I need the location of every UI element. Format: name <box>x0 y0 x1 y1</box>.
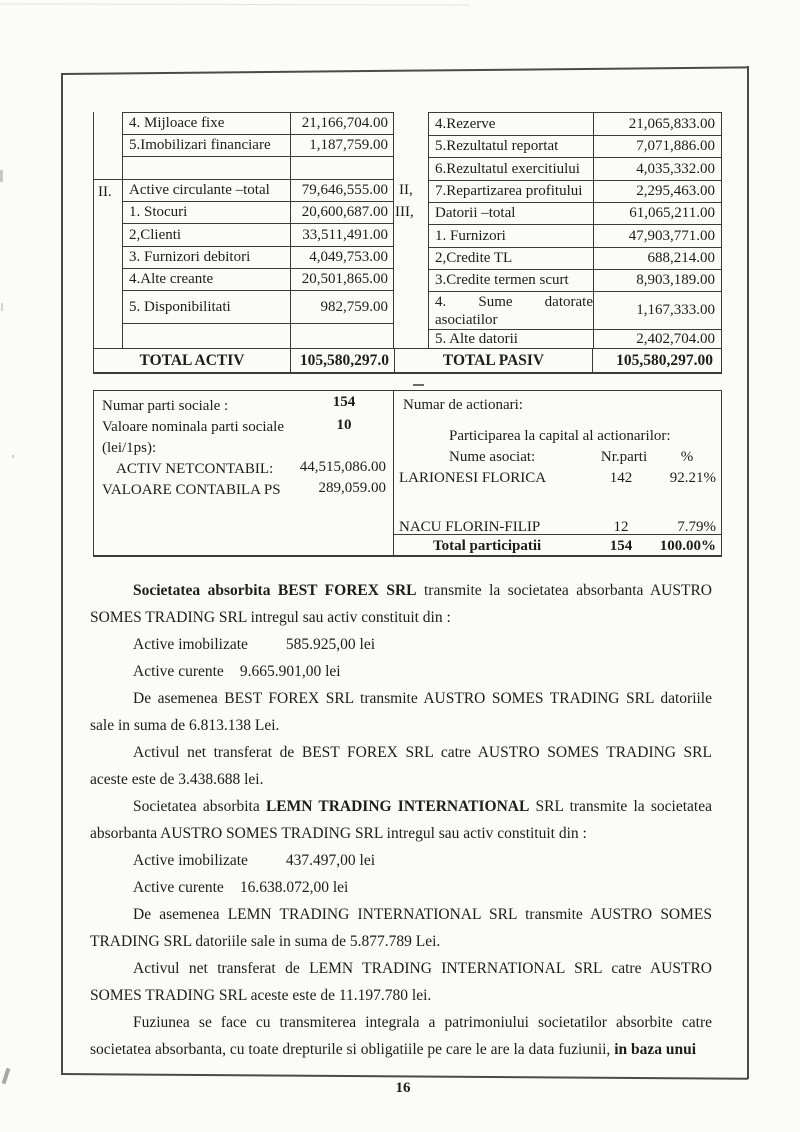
paragraph-fuziune: Fuziunea se face cu transmiterea integrala a patrimoniului societatilor absorbite catre societatea absorbanta, cu toate drepturile si obligatiile pe care le are la data fuziunii, in baza unui <box>90 1014 712 1058</box>
shareholder-pct: 7.79% <box>677 519 716 535</box>
total-participatii-pct: 100.00% <box>659 538 716 554</box>
line-lemn-imobilizate: Active imobilizate 437.497,00 lei <box>133 852 376 869</box>
page-border-right <box>747 66 749 1079</box>
paragraph-best-intro: Societatea absorbita BEST FOREX SRL transmite la societatea absorbanta AUSTRO SOMES TRADING SRL intregul sau activ constituit din : <box>90 582 712 626</box>
shareholder-parts: 12 <box>613 519 629 535</box>
col-header-parts: Nr.parti <box>600 449 648 465</box>
capital-info-box <box>93 390 722 557</box>
paragraph-best-datorii: De asemenea BEST FOREX SRL transmite AUSTRO SOMES TRADING SRL datoriile sale in suma de 6.813.138 Lei. <box>90 690 712 734</box>
page-border-bottom <box>62 1073 748 1080</box>
numar-parti-label: Numar parti sociale : <box>102 398 229 414</box>
table-row: 7.Repartizarea profitului 2,295,463.00 <box>428 181 722 203</box>
shareholder-parts: 142 <box>609 470 633 486</box>
paragraph-lemn-intro: Societatea absorbita LEMN TRADING INTERNATIONAL SRL transmite la societatea absorbanta AUSTRO SOMES TRADING SRL intregul sau activ constituit din : <box>90 798 712 842</box>
section-marker-activ: II. <box>98 184 112 200</box>
valoare-contabila-label: VALOARE CONTABILA PS <box>102 482 281 498</box>
table-row: 5.Rezultatul reportat 7,071,886.00 <box>428 136 722 158</box>
document-body <box>90 577 712 1063</box>
total-pasiv-label: TOTAL PASIV <box>395 349 593 372</box>
table-row-empty <box>93 324 394 347</box>
total-activ-value: 105,580,297.0 <box>291 349 395 372</box>
table-row: 2,Credite TL 688,214.00 <box>428 248 722 270</box>
paragraph-lemn-activ-net: Activul net transferat de LEMN TRADING INTERNATIONAL SRL catre AUSTRO SOMES TRADING SRL aceste este de 11.197.780 lei. <box>90 960 712 1004</box>
page-number: 16 <box>395 1080 411 1096</box>
shareholders-panel <box>393 391 721 555</box>
table-row: 4.Rezerve 21,065,833.00 <box>428 113 722 136</box>
table-row: 4.Alte creante 20,501,865.00 <box>93 269 394 291</box>
scan-artifact <box>0 170 3 182</box>
table-border <box>290 112 291 348</box>
table-row: Active circulante –total 79,646,555.00 <box>93 180 394 202</box>
shareholder-pct: 92.21% <box>669 470 716 486</box>
table-row-empty <box>93 157 394 180</box>
table-row: 3. Furnizori debitori 4,049,753.00 <box>93 247 394 269</box>
table-row: 1. Furnizori 47,903,771.00 <box>428 225 722 248</box>
line-best-curente: Active curente 9.665.901,00 lei <box>133 663 341 680</box>
activ-net-value: 44,515,086.00 <box>299 459 386 475</box>
pasiv-table <box>428 112 722 349</box>
total-participatii-label: Total participatii <box>433 538 542 554</box>
table-row: 1. Stocuri 20,600,687.00 <box>93 202 394 224</box>
paragraph-best-activ-net: Activul net transferat de BEST FOREX SRL catre AUSTRO SOMES TRADING SRL aceste este de 3.438.688 lei. <box>90 744 712 788</box>
shares-panel <box>94 391 393 555</box>
table-border <box>593 113 594 349</box>
table-border <box>721 113 722 349</box>
table-row: 5.Imobilizari financiare 1,187,759.00 <box>93 135 394 157</box>
section-marker-pasiv-ii: II, <box>399 182 413 198</box>
table-row: 5. Disponibilitati 982,759.00 <box>93 291 394 324</box>
activ-table <box>93 112 394 348</box>
numar-parti-value: 154 <box>332 394 356 410</box>
total-participatii-parts: 154 <box>609 538 633 554</box>
section-marker-pasiv-iii: III, <box>395 204 414 220</box>
col-header-pct: % <box>680 449 694 465</box>
valoare-contabila-value: 289,059.00 <box>318 480 386 496</box>
table-row: 4. Sume datorate asociatilor 1,167,333.00 <box>428 292 722 330</box>
scan-artifact <box>0 3 470 5</box>
col-header-name: Nume asociat: <box>449 449 536 465</box>
scan-artifact <box>2 1068 11 1084</box>
shareholder-name: LARIONESI FLORICA <box>399 470 547 486</box>
page-border-left <box>61 73 63 1075</box>
shareholders-title: Numar de actionari: <box>403 397 523 413</box>
line-best-imobilizate: Active imobilizate 585.925,00 lei <box>133 636 376 653</box>
table-border <box>93 112 94 348</box>
valoare-nominala-value: 10 <box>336 417 352 433</box>
total-activ-label: TOTAL ACTIV <box>94 349 291 372</box>
total-pasiv-value: 105,580,297.00 <box>616 351 713 369</box>
valoare-nominala-label: Valoare nominala parti sociale <box>102 419 285 435</box>
scan-artifact <box>12 455 14 458</box>
table-row: Datorii –total 61,065,211.00 <box>428 203 722 225</box>
totals-row <box>93 348 722 374</box>
scan-artifact <box>413 384 424 386</box>
table-border <box>122 112 394 113</box>
shareholder-name: NACU FLORIN-FILIP <box>399 519 541 535</box>
table-row: 2,Clienti 33,511,491.00 <box>93 224 394 247</box>
table-border <box>393 112 394 348</box>
line-lemn-curente: Active curente 16.638.072,00 lei <box>133 879 349 896</box>
table-border <box>428 113 429 349</box>
shareholders-subtitle: Participarea la capital al actionarilor: <box>449 428 671 444</box>
paragraph-lemn-datorii: De asemenea LEMN TRADING INTERNATIONAL SRL transmite AUSTRO SOMES TRADING SRL datoriile sale in suma de 5.877.789 Lei. <box>90 906 712 950</box>
table-row: 6.Rezultatul exercitiului 4,035,332.00 <box>428 158 722 181</box>
valoare-nominala-note: (lei/1ps): <box>102 440 157 456</box>
table-row: 5. Alte datorii 2,402,704.00 <box>435 330 715 347</box>
page-border-top <box>61 66 749 75</box>
table-row: 4. Mijloace fixe 21,166,704.00 <box>93 112 394 135</box>
table-row: 3.Credite termen scurt 8,903,189.00 <box>428 270 722 292</box>
table-border <box>122 112 123 348</box>
scan-artifact <box>1 303 3 311</box>
activ-net-label: ACTIV NETCONTABIL: <box>116 461 274 477</box>
